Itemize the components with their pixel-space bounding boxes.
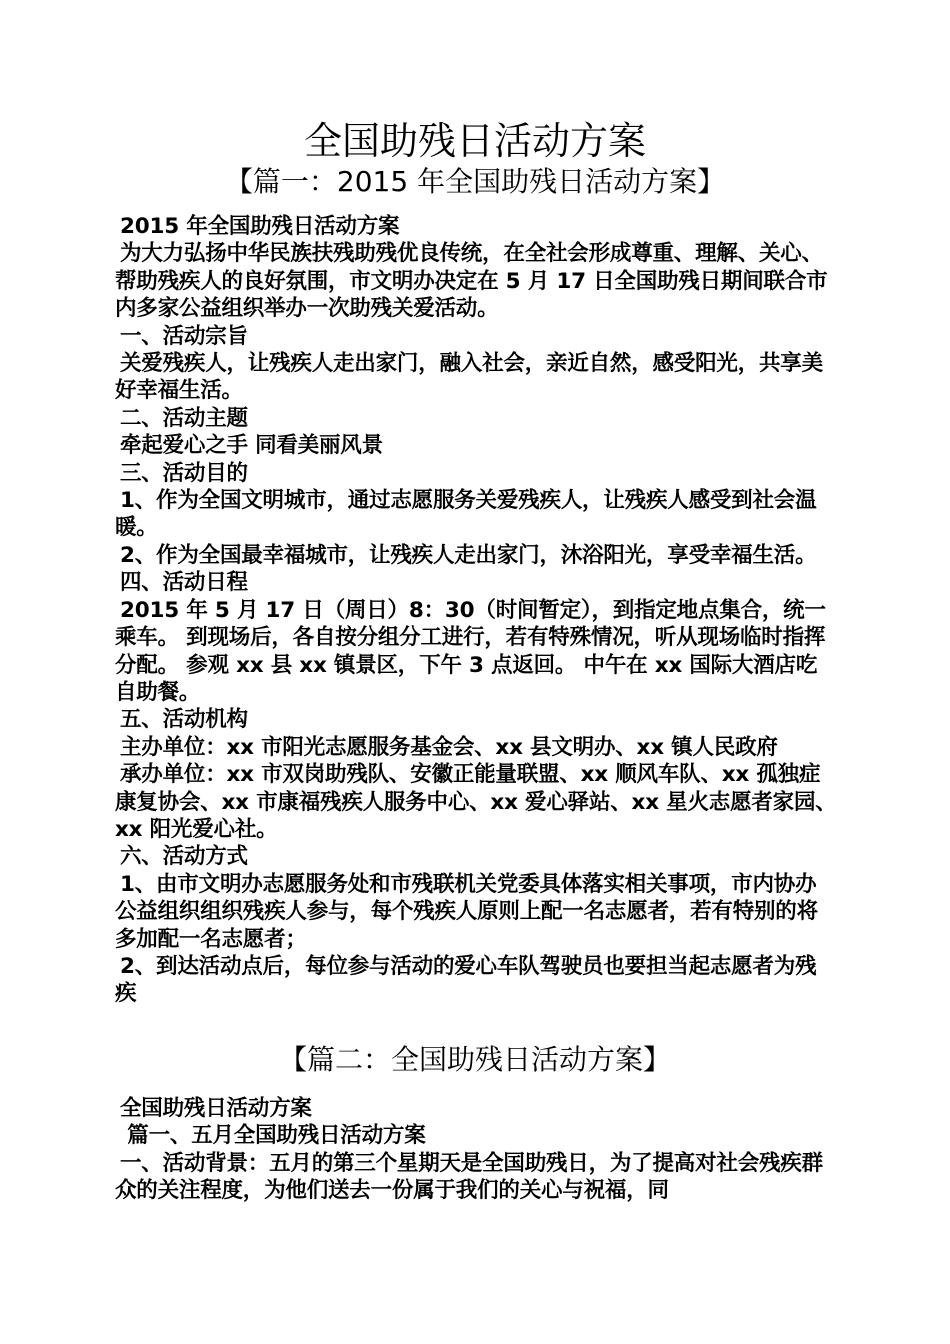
section-heading: 六、活动方式 xyxy=(120,844,248,870)
part1-heading: 【篇一：2015 年全国助残日活动方案】 xyxy=(224,165,726,198)
part1-paragraph: 1、作为全国文明城市，通过志愿服务关爱残疾人，让残疾人感受到社会温暖。 xyxy=(115,488,817,541)
part1-paragraph: 2、到达活动点后，每位参与活动的爱心车队驾驶员也要担当起志愿者为残疾 xyxy=(115,953,817,1007)
part1-paragraph: 1、由市文明办志愿服务处和市残联机关党委具体落实相关事项，市内协办公益组织组织残疾人参与，每个残疾人原则上配一名志愿者，若有特别的将多加配一名志愿者； xyxy=(115,871,818,952)
part1-body xyxy=(115,213,837,1008)
part1-paragraph: 2015 年全国助残日活动方案 xyxy=(120,214,400,239)
part2-heading: 【篇二：全国助残日活动方案】 xyxy=(278,1043,671,1076)
part2-body xyxy=(115,1095,837,1205)
section-heading: 五、活动机构 xyxy=(120,707,248,733)
section-heading: 四、活动日程 xyxy=(120,570,248,596)
part1-paragraph: 牵起爱心之手 同看美丽风景 xyxy=(120,433,383,459)
part1-paragraph: 关爱残疾人，让残疾人走出家门，融入社会，亲近自然，感受阳光，共享美好幸福生活。 xyxy=(115,351,823,404)
section-heading: 一、活动宗旨 xyxy=(120,323,248,349)
document-title: 全国助残日活动方案 xyxy=(303,119,646,163)
section-heading: 二、活动主题 xyxy=(120,405,248,431)
part1-paragraph: 2、作为全国最幸福城市，让残疾人走出家门，沐浴阳光，享受幸福生活。 xyxy=(120,542,817,568)
part2-paragraph: 一、活动背景：五月的第三个星期天是全国助残日，为了提高对社会残疾群众的关注程度，为他们送去一份属于我们的关心与祝福，同 xyxy=(115,1150,823,1204)
part1-paragraph: 承办单位：xx 市双岗助残队、安徽正能量联盟、xx 顺风车队、xx 孤独症康复协会、xx 市康福残疾人服务中心、xx 爱心驿站、xx 星火志愿者家园、xx 阳光爱心社。 xyxy=(115,762,837,842)
part1-paragraph: 为大力弘扬中华民族扶残助残优良传统，在全社会形成尊重、理解、关心、帮助残疾人的良好氛围，市文明办决定在 5 月 17 日全国助残日期间联合市内多家公益组织举办一次助残关爱活动。 xyxy=(115,241,828,322)
section-heading: 三、活动目的 xyxy=(120,460,248,486)
part2-paragraph: 全国助残日活动方案 xyxy=(120,1096,312,1121)
part1-paragraph: 2015 年 5 月 17 日（周日）8：30（时间暂定），到指定地点集合，统一乘车。 到现场后，各自按分组分工进行，若有特殊情况，听从现场临时指挥分配。 参观 xx 县 xx 镇景区，下午 3 点返回。 中午在 xx 国际大酒店吃自助餐。 xyxy=(115,597,826,705)
part1-paragraph: 主办单位：xx 市阳光志愿服务基金会、xx 县文明办、xx 镇人民政府 xyxy=(120,734,778,760)
part2-paragraph: 篇一、五月全国助残日活动方案 xyxy=(120,1123,426,1149)
